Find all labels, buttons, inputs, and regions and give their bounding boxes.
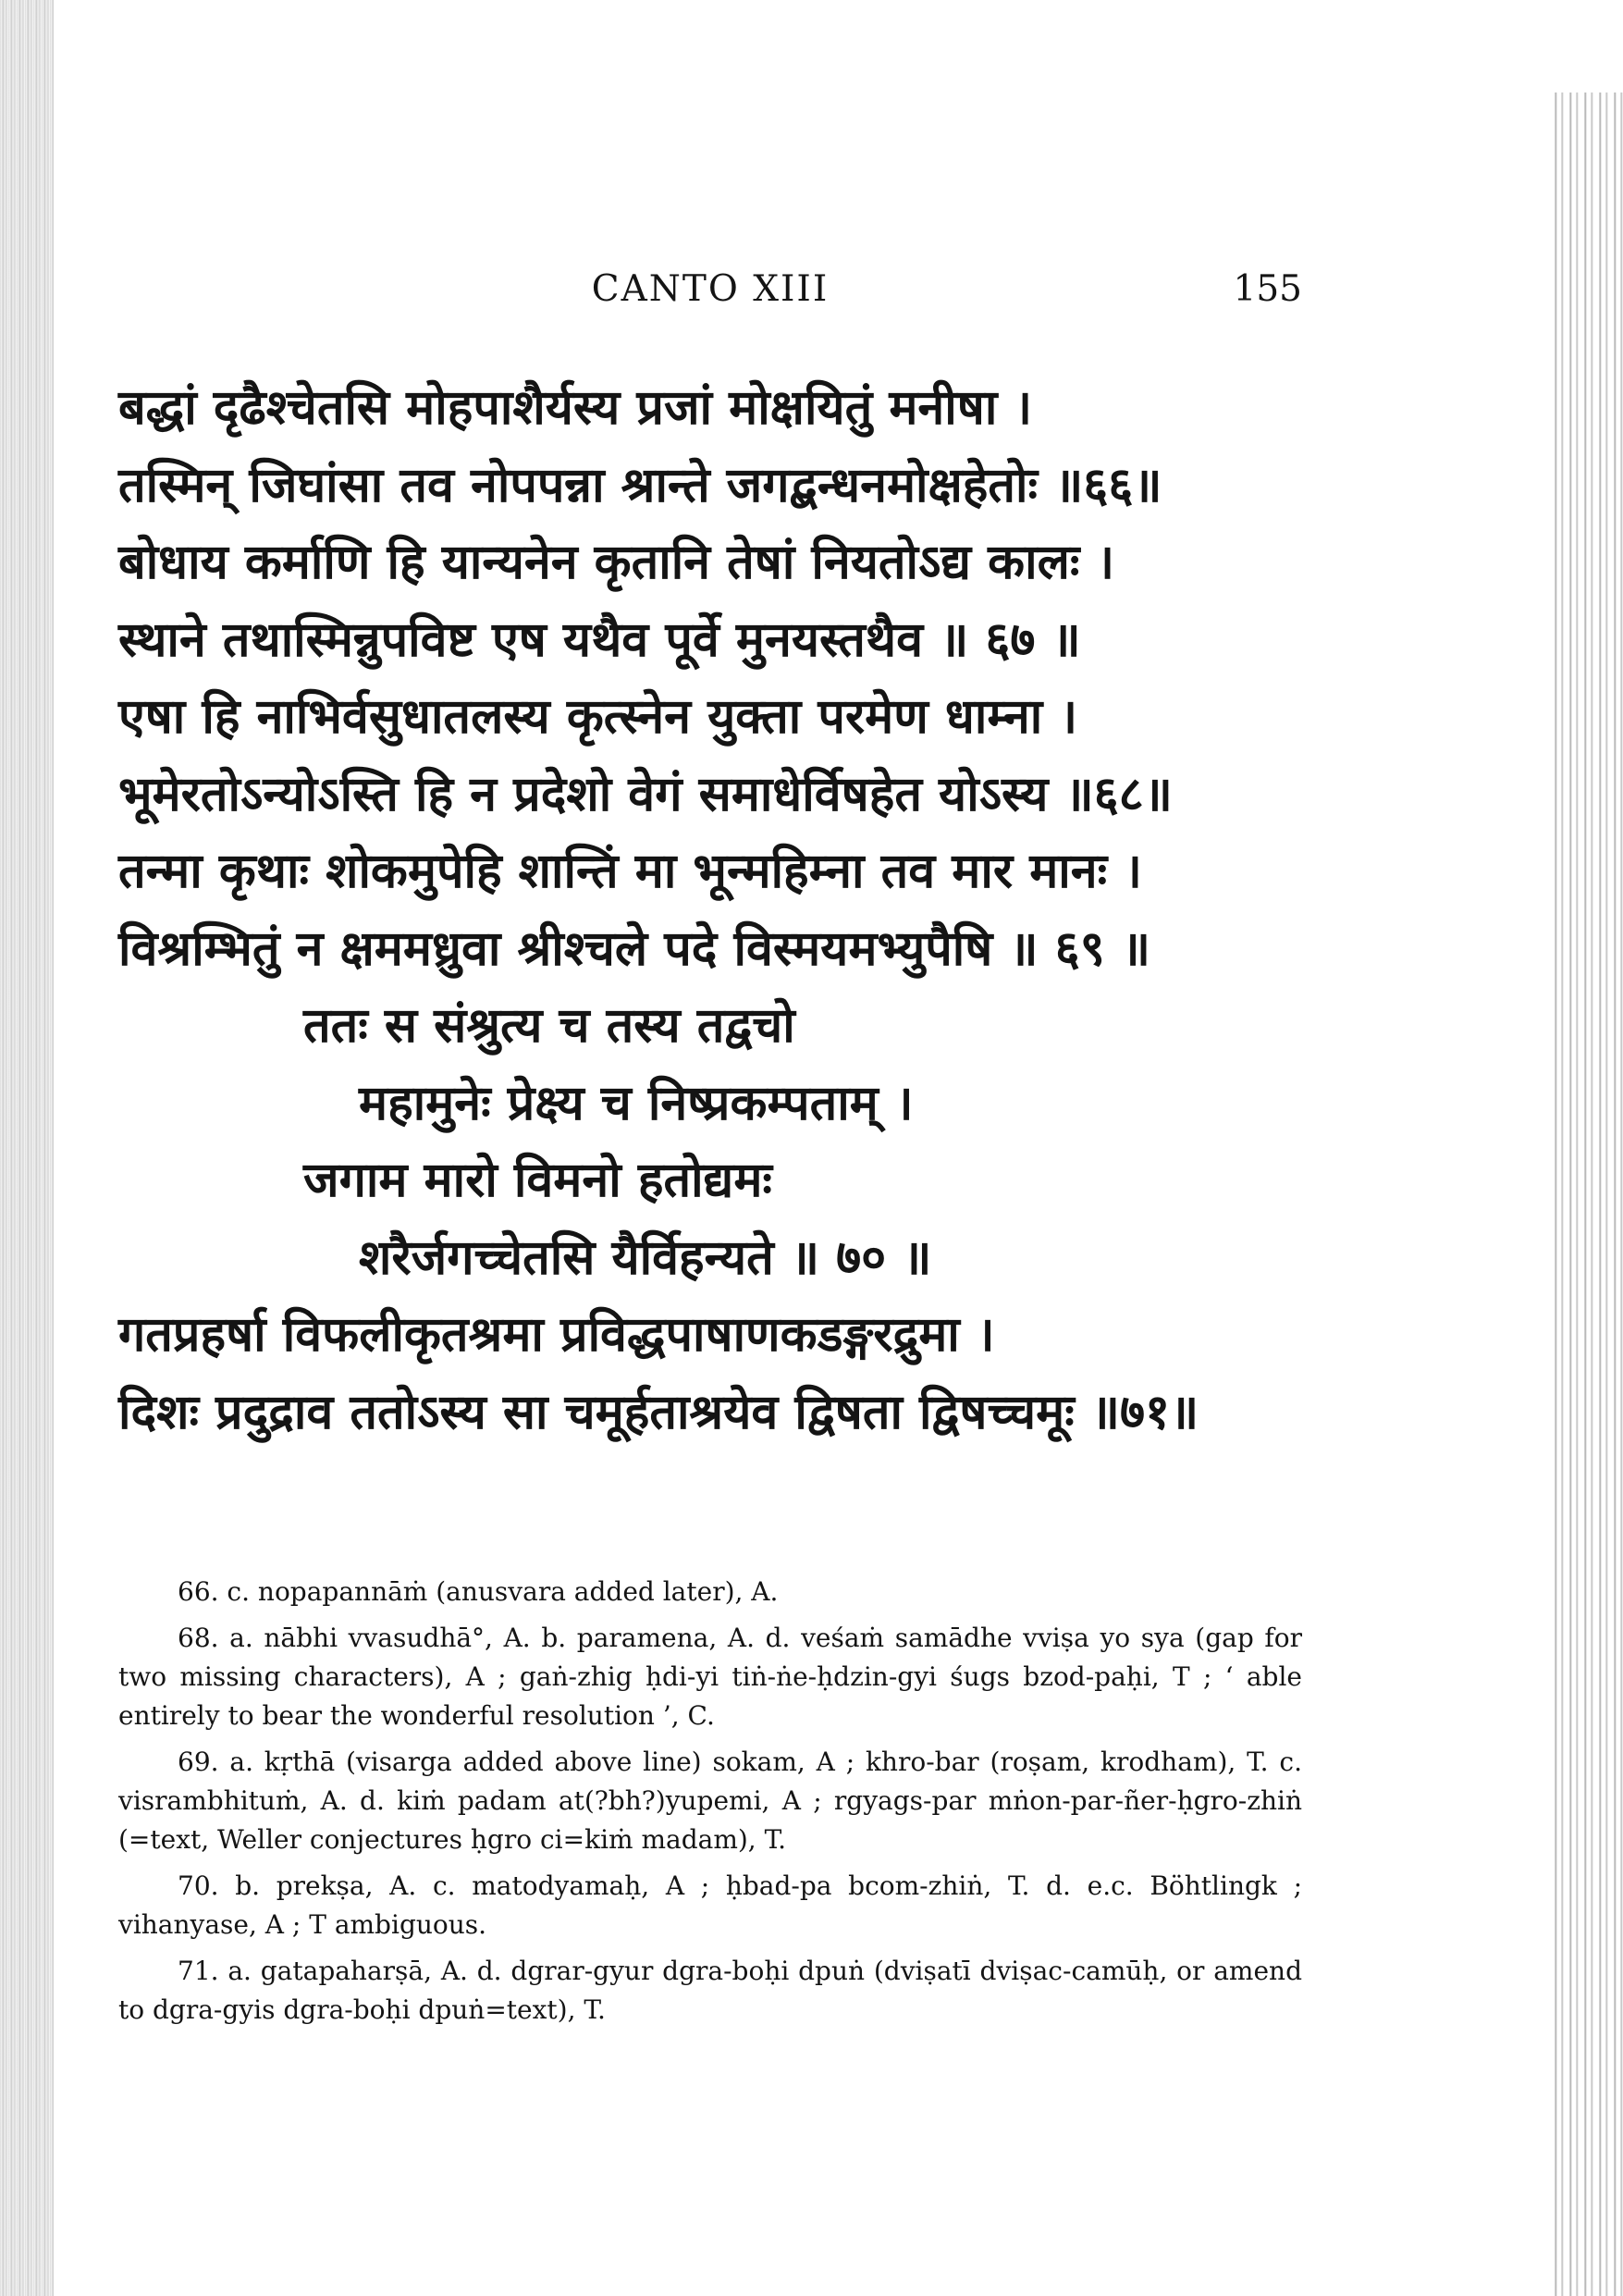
verse-line-71b: दिशः प्रदुद्राव ततोऽस्य सा चमूर्हताश्रयेव द्विषता द्विषच्चमूः ॥७१॥: [118, 1384, 1199, 1440]
verse-line-68b: भूमेरतोऽन्योऽस्ति हि न प्रदेशो वेगं समाधेर्विषहेत योऽस्य ॥६८॥: [118, 766, 1173, 822]
verse-line-70b: महामुनेः प्रेक्ष्य च निष्प्रकम्पताम् ।: [359, 1075, 914, 1131]
page-number: 155: [1233, 268, 1302, 310]
verse-line-71a: गतप्रहर्षा विफलीकृतश्रमा प्रविद्धपाषाणकडङ्गरद्रुमा ।: [118, 1307, 995, 1363]
verse-line-66a: बद्धां दृढैश्चेतसि मोहपाशैर्यस्य प्रजां मोक्षयितुं मनीषा ।: [118, 380, 1033, 436]
verse-block: [118, 370, 1311, 1451]
note-68: 68. a. nābhi vvasudhā°, A. b. paramena, A. d. veśaṁ samādhe vviṣa yo sya (gap for two missing characters), A ; gaṅ-zhig ḥdi-yi tiṅ-ṅe-ḥdzin-gyi śugs bzod-paḥi, T ; ‘ able entirely to bear the wonderful resolution ’, C.: [118, 1623, 1302, 1731]
scan-right-edge: [1549, 93, 1623, 2296]
verse-line-70c: जगाम मारो विमनो हतोद्यमः: [303, 1153, 772, 1208]
verse-line-69a: तन्मा कृथाः शोकमुपेहि शान्तिं मा भून्महिम्ना तव मार मानः ।: [118, 844, 1142, 899]
verse-line-70d: शरैर्जगच्चेतसि यैर्विहन्यते ॥ ७० ॥: [359, 1229, 932, 1286]
verse-line-66b: तस्मिन् जिघांसा तव नोपपन्ना श्रान्ते जगद्बन्धनमोक्षहेतोः ॥६६॥: [118, 457, 1162, 513]
running-head: [118, 268, 1302, 324]
critical-notes: [118, 1573, 1302, 2037]
verse-line-70a: ततः स संश्रुत्य च तस्य तद्वचो: [303, 998, 795, 1054]
note-69: 69. a. kṛthā (visarga added above line) sokam, A ; khro-bar (roṣam, krodham), T. c. visrambhituṁ, A. d. kiṁ padam at(?bh?)yupemi, A ; rgyags-par mṅon-par-ñer-ḥgro-zhiṅ (=text, Weller conjectures ḥgro ci=kiṁ madam), T.: [118, 1747, 1302, 1855]
note-66: 66. c. nopapannāṁ (anusvara added later), A.: [178, 1576, 779, 1607]
note-71: 71. a. gatapaharṣā, A. d. dgrar-gyur dgra-boḥi dpuṅ (dviṣatī dviṣac-camūḥ, or amend to dgra-gyis dgra-boḥi dpuṅ=text), T.: [118, 1956, 1302, 2025]
verse-line-68a: एषा हि नाभिर्वसुधातलस्य कृत्स्नेन युक्ता परमेण धाम्ना ।: [118, 689, 1078, 745]
note-70: 70. b. prekṣa, A. c. matodyamaḥ, A ; ḥbad-pa bcom-zhiṅ, T. d. e.c. Böhtlingk ; vihanyase, A ; T ambiguous.: [118, 1870, 1302, 1940]
verse-line-67b: स्थाने तथास्मिन्नुपविष्ट एष यथैव पूर्वे मुनयस्तथैव ॥ ६७ ॥: [118, 611, 1081, 668]
verse-line-67a: बोधाय कर्माणि हि यान्यनेन कृतानि तेषां नियतोऽद्य कालः ।: [118, 535, 1115, 590]
scan-left-edge: [0, 0, 54, 2296]
page-title: CANTO XIII: [591, 268, 830, 310]
verse-line-69b: विश्रम्भितुं न क्षममध्रुवा श्रीश्चले पदे विस्मयमभ्युपैषि ॥ ६९ ॥: [118, 920, 1150, 977]
